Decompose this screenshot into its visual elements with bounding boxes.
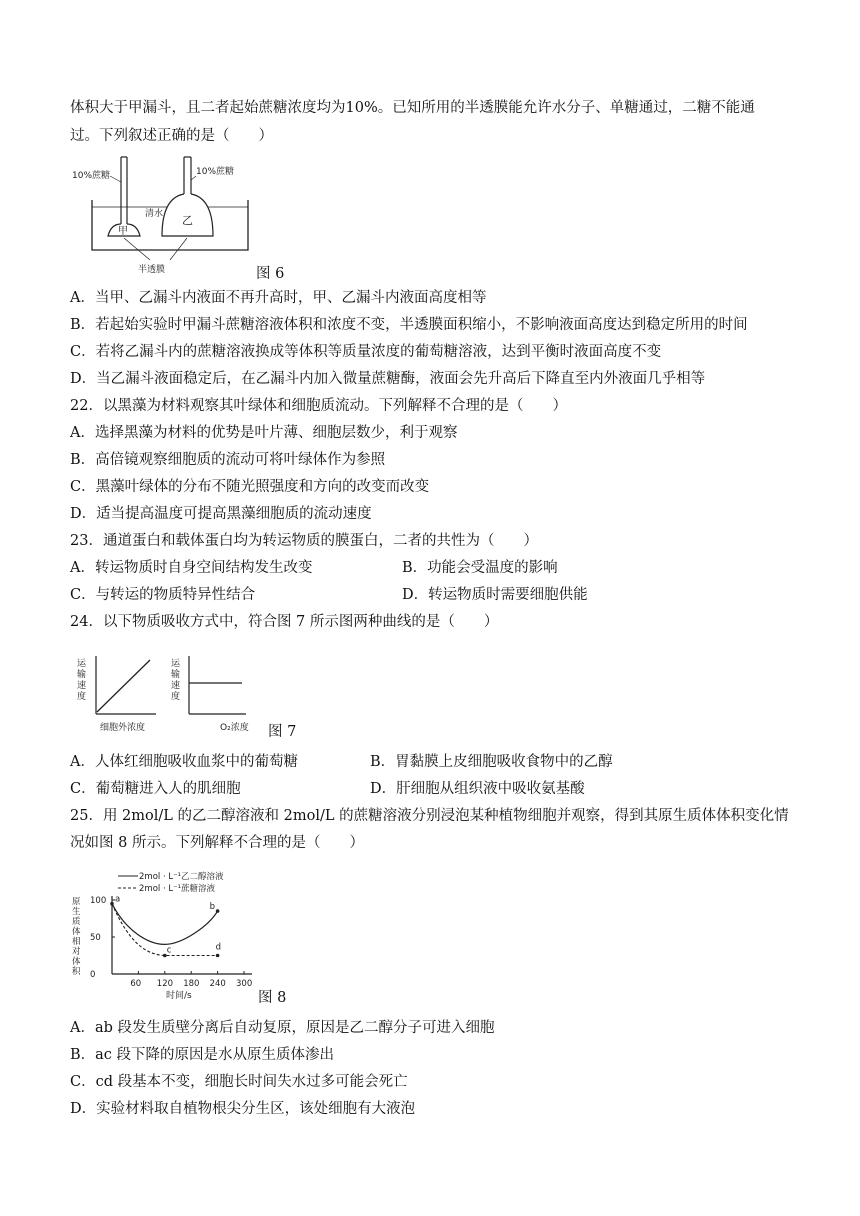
fig7-right-ylabel-3: 速 (171, 681, 181, 691)
fig8-ylabel-char: 相 (72, 937, 81, 947)
fig8-series-ethylene-glycol (112, 904, 218, 945)
q23-option-b: B．功能会受温度的影响 (402, 560, 558, 576)
q24-option-b: B．胃黏膜上皮细胞吸收食物中的乙醇 (370, 754, 613, 770)
q21-option-a: A．当甲、乙漏斗内液面不再升高时，甲、乙漏斗内液面高度相等 (70, 290, 487, 306)
q23-option-a: A．转运物质时自身空间结构发生改变 (70, 560, 313, 576)
fig6-yi-label: 乙 (182, 214, 193, 227)
fig8-xlabel: 时间/s (166, 991, 192, 1001)
fig8-legend-dashed: 2mol · L⁻¹蔗糖溶液 (139, 884, 215, 894)
fig8-ylabel-char: 积 (72, 967, 81, 977)
q23-option-c: C．与转运的物质特异性结合 (70, 587, 256, 603)
figure-8-chart (70, 866, 260, 1002)
fig8-series-sucrose (112, 904, 218, 956)
fig8-x-tick-label: 300 (236, 979, 253, 989)
q23-stem: 23．通道蛋白和载体蛋白均为转运物质的膜蛋白，二者的共性为（ ） (70, 533, 538, 549)
fig8-x-tick-label: 120 (156, 979, 174, 989)
q21-option-d: D．当乙漏斗液面稳定后，在乙漏斗内加入微量蔗糖酶，液面会先升高后下降直至内外液面几乎相等 (70, 371, 706, 387)
fig8-ylabel-char: 体 (72, 927, 81, 937)
q22-stem: 22．以黑藻为材料观察其叶绿体和细胞质流动。下列解释不合理的是（ ） (70, 398, 567, 414)
q22-option-b: B．高倍镜观察细胞质的流动可将叶绿体作为参照 (70, 452, 386, 468)
fig8-point-d (216, 954, 220, 958)
fig8-y-tick-label: 100 (90, 896, 107, 906)
q25-stem-line-2: 况如图 8 所示。下列解释不合理的是（ ） (70, 835, 364, 851)
figure-7-charts (70, 652, 270, 742)
fig7-left-ylabel-2: 输 (77, 670, 87, 680)
fig7-right-ylabel-2: 输 (171, 670, 181, 680)
q24-option-d: D．肝细胞从组织液中吸收氨基酸 (370, 781, 585, 797)
fig7-left-curve (97, 660, 150, 712)
fig8-x-tick-label: 240 (209, 979, 226, 989)
q25-option-d: D．实验材料取自植物根尖分生区，该处细胞有大液泡 (70, 1101, 416, 1117)
figure-7-label: 图 7 (268, 724, 297, 740)
fig7-left-ylabel-4: 度 (77, 692, 87, 702)
fig8-ylabel-char: 生 (72, 907, 81, 917)
fig7-right-xlabel: O₂浓度 (220, 723, 249, 733)
q22-option-a: A．选择黑藻为材料的优势是叶片薄、细胞层数少，利于观察 (70, 425, 458, 441)
fig7-right-ylabel-1: 运 (171, 659, 181, 669)
figure-8-label: 图 8 (258, 990, 287, 1006)
q24-option-c: C．葡萄糖进入人的肌细胞 (70, 781, 241, 797)
q24-stem: 24．以下物质吸收方式中，符合图 7 所示图两种曲线的是（ ） (70, 614, 499, 630)
fig8-point-d-label: d (215, 942, 222, 953)
fig6-membrane-label: 半透膜 (138, 265, 166, 275)
q25-option-a: A．ab 段发生质壁分离后自动复原，原因是乙二醇分子可进入细胞 (70, 1020, 495, 1036)
q22-option-d: D．适当提高温度可提高黑藻细胞质的流动速度 (70, 506, 372, 522)
q25-option-c: C．cd 段基本不变，细胞长时间失水过多可能会死亡 (70, 1074, 408, 1090)
figure-6-label: 图 6 (256, 266, 285, 282)
q21-option-c: C．若将乙漏斗内的蔗糖溶液换成等体积等质量浓度的葡萄糖溶液，达到平衡时液面高度不变 (70, 344, 662, 360)
fig8-y-tick-label: 50 (90, 933, 101, 943)
fig6-water-label: 清水 (145, 209, 164, 219)
fig7-left-ylabel-1: 运 (77, 659, 87, 669)
intro-line-2: 过。下列叙述正确的是（ ） (70, 128, 273, 144)
fig8-point-b (216, 909, 220, 913)
fig6-right-tube-label: 10%蔗糖 (196, 167, 235, 177)
fig8-x-tick-label: 60 (130, 979, 142, 989)
fig8-ylabel (72, 897, 81, 977)
q22-option-c: C．黑藻叶绿体的分布不随光照强度和方向的改变而改变 (70, 479, 430, 495)
fig8-point-a (110, 902, 114, 906)
fig8-ylabel-char: 体 (72, 957, 81, 967)
fig8-ylabel-char: 原 (72, 897, 81, 907)
fig7-right-ylabel-4: 度 (171, 692, 181, 702)
fig8-point-c-label: c (166, 945, 172, 956)
fig6-jia-label: 甲 (118, 226, 128, 237)
fig8-point-b-label: b (209, 902, 216, 913)
fig8-ylabel-char: 对 (72, 947, 81, 957)
fig8-legend-solid: 2mol · L⁻¹乙二醇溶液 (139, 872, 224, 882)
fig7-left-ylabel-3: 速 (77, 681, 87, 691)
q24-option-a: A．人体红细胞吸收血浆中的葡萄糖 (70, 754, 298, 770)
figure-6-funnel-diagram (70, 152, 270, 278)
q25-option-b: B．ac 段下降的原因是水从原生质体渗出 (70, 1047, 335, 1063)
q23-option-d: D．转运物质时需要细胞供能 (402, 587, 588, 603)
fig8-y-tick-label: 0 (90, 970, 96, 980)
q21-option-b: B．若起始实验时甲漏斗蔗糖溶液体积和浓度不变，半透膜面积缩小，不影响液面高度达到稳定所用的时间 (70, 317, 748, 333)
q25-stem-line-1: 25．用 2mol/L 的乙二醇溶液和 2mol/L 的蔗糖溶液分别浸泡某种植物细胞并观察，得到其原生质体体积变化情 (70, 808, 789, 824)
fig8-ylabel-char: 质 (72, 917, 81, 927)
fig8-x-tick-label: 180 (183, 979, 200, 989)
intro-line-1: 体积大于甲漏斗，且二者起始蔗糖浓度均为10%。已知所用的半透膜能允许水分子、单糖通过，二糖不能通 (70, 100, 755, 116)
fig7-left-xlabel: 细胞外浓度 (100, 723, 146, 733)
fig8-point-a-label: a (115, 894, 121, 905)
fig6-left-tube-label: 10%蔗糖 (72, 171, 111, 181)
